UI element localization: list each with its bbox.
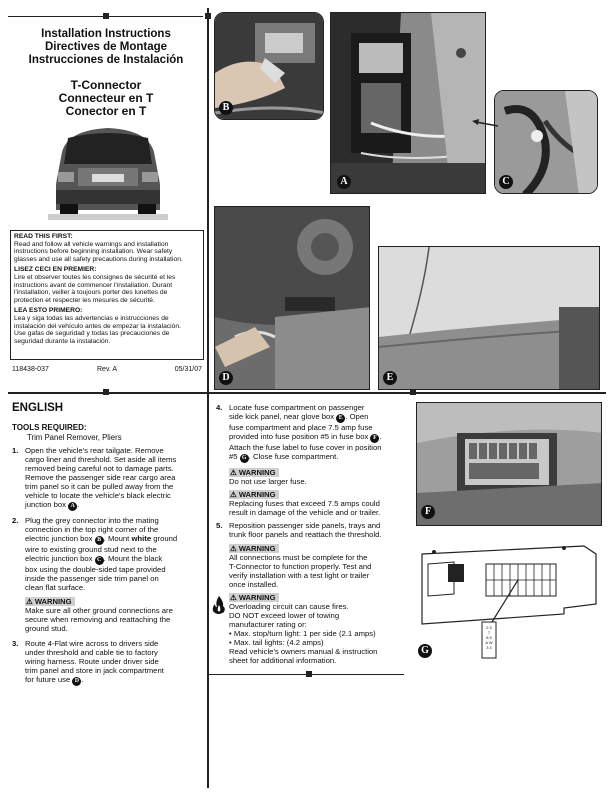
figure-label-g: G — [418, 644, 432, 658]
figure-label-d: D — [219, 371, 233, 385]
title-block — [10, 28, 202, 118]
figure-label-c: C — [499, 175, 513, 189]
date: 05/31/07 — [174, 366, 202, 373]
ref-d: D — [72, 677, 81, 686]
tools-list: Trim Panel Remover, Pliers — [27, 433, 122, 442]
read-first-text-fr: Lire et observer toutes les consignes de sécurité et les instructions avant de commencer l'installation. Durant l'installation, veiller à toujours porter des lunettes de protection et respecter les mesures de sécurité. — [14, 273, 176, 304]
read-first-heading-es: LEA ESTO PRIMERO: — [14, 307, 83, 315]
ref-f: F — [370, 434, 379, 443]
fire-icon — [212, 596, 226, 614]
section-divider — [8, 392, 606, 394]
read-first-text-es: Lea y siga todas las advertencias e instrucciones de instalación del vehículo antes de empezar la instalación. Use gafas de seguridad y todas las precauciones de seguridad durante la instalación. — [14, 314, 181, 345]
product-fr: Connecteur en T — [58, 91, 154, 105]
warning-icon: ⚠ — [230, 468, 237, 477]
warning-step-2: ⚠ WARNING Make sure all other ground connections are secure when removing and reattaching the ground stud. — [25, 597, 173, 633]
vehicle-rear-image — [48, 124, 168, 220]
ref-a: A — [68, 502, 77, 511]
title-es: Instrucciones de Instalación — [28, 54, 184, 66]
title-fr: Directives de Montage — [44, 41, 168, 53]
figure-label-a: A — [337, 175, 351, 189]
rule-tick — [205, 13, 211, 19]
step-2: 2. Plug the grey connector into the mating connection in the top right corner of the electric junction box B . Mount white ground wire to existing ground stud next to the electric junction box C . Mount the black box using the double-sided tape provided inside the passenger side trim panel on clean flat surface. — [12, 516, 178, 592]
warning-label: ⚠ WARNING — [229, 468, 279, 477]
photo-d — [214, 206, 370, 390]
step-3: 3. Route 4-Flat wire across to drivers side under threshold and cable tie to factory wiring harness. Route under driver side trim panel and store in jack compartment for future use D . — [12, 639, 164, 684]
figure-label-e: E — [383, 371, 397, 385]
photo-c — [494, 90, 598, 194]
steps-column-left — [12, 446, 204, 691]
figure-label-f: F — [421, 505, 435, 519]
ref-g: G — [240, 454, 249, 463]
warning-step-5b: ⚠ WARNING Overloading circuit can cause fires. DO NOT exceed lower of towing manufacturer rating or: • Max. stop/turn light: 1 per side (2.1 amps) • Max. tail lights: (4.2 amps) Read vehicle's owners manual & instruction sheet for additional information. — [229, 593, 378, 665]
warning-step-4a: ⚠ WARNING Do not use larger fuse. — [229, 468, 307, 486]
photo-f — [416, 402, 602, 526]
rule-tick — [103, 13, 109, 19]
part-number: 118438-037 — [12, 366, 49, 373]
revision: Rev. A — [97, 366, 118, 373]
warning-label: ⚠ WARNING — [229, 544, 279, 553]
rule-tick — [306, 671, 312, 677]
warning-label: ⚠ WARNING — [25, 597, 75, 606]
warning-icon: ⚠ — [230, 593, 237, 602]
read-first-text-en: Read and follow all vehicle warnings and installation instructions before beginning installation. Wear safety glasses and use all safety precautions during installation. — [14, 240, 183, 263]
read-first-heading-en: READ THIS FIRST: — [14, 233, 73, 240]
ref-b: B — [95, 536, 104, 545]
language-heading: ENGLISH — [12, 402, 64, 414]
warning-step-5a: ⚠ WARNING All connections must be complete for the T-Connector to function properly. Test and verify installation with a test light or trailer once installed. — [229, 544, 372, 589]
tools-heading: TOOLS REQUIRED: — [12, 423, 87, 432]
warning-label: ⚠ WARNING — [229, 593, 279, 602]
read-first-heading-fr: LISEZ CECI EN PREMIER: — [14, 266, 97, 274]
arrow-a-to-c — [470, 118, 500, 130]
ref-c: C — [95, 556, 104, 565]
warning-icon: ⚠ — [230, 544, 237, 553]
diagram-g — [414, 534, 604, 664]
steps-column-right — [216, 403, 406, 669]
column-divider — [207, 8, 209, 788]
title-en: Installation Instructions — [41, 28, 171, 40]
product-es: Conector en T — [65, 104, 147, 118]
warning-icon: ⚠ — [230, 490, 237, 499]
read-first-box — [10, 230, 204, 360]
photo-a — [330, 12, 486, 194]
warning-step-4b: ⚠ WARNING Replacing fuses that exceed 7.5 amps could result in damage of the vehicle and or trailer. — [229, 490, 381, 517]
photo-b — [214, 12, 324, 120]
photo-e — [378, 246, 600, 390]
warning-label: ⚠ WARNING — [229, 490, 279, 499]
step-1: 1. Open the vehicle's rear tailgate. Remove cargo liner and threshold. Set aside all items removed being careful not to damage parts. Remove the passenger side rear cargo area trim panel so it can be pulled away from the vehicle to locate the vehicle's black electric junction box A . — [12, 446, 177, 509]
rule-tick — [103, 389, 109, 395]
fuse-label: 2 3 7 8 9 A W 3 4 — [485, 625, 493, 650]
step-5: 5. Reposition passenger side panels, trays and trunk floor panels and reattach the threshold. — [216, 521, 382, 539]
product-en: T-Connector — [70, 78, 142, 92]
warning-icon: ⚠ — [26, 597, 33, 606]
figure-label-b: B — [219, 101, 233, 115]
ref-e: E — [336, 414, 345, 423]
step-4: 4. Locate fuse compartment on passenger side kick panel, near glove box E . Open fuse compartment and place 7.5 amp fuse provided into fuse position #5 in fuse box F . Attach the fuse label to fuse cover in position #5 G . Close fuse compartment. — [216, 403, 382, 461]
